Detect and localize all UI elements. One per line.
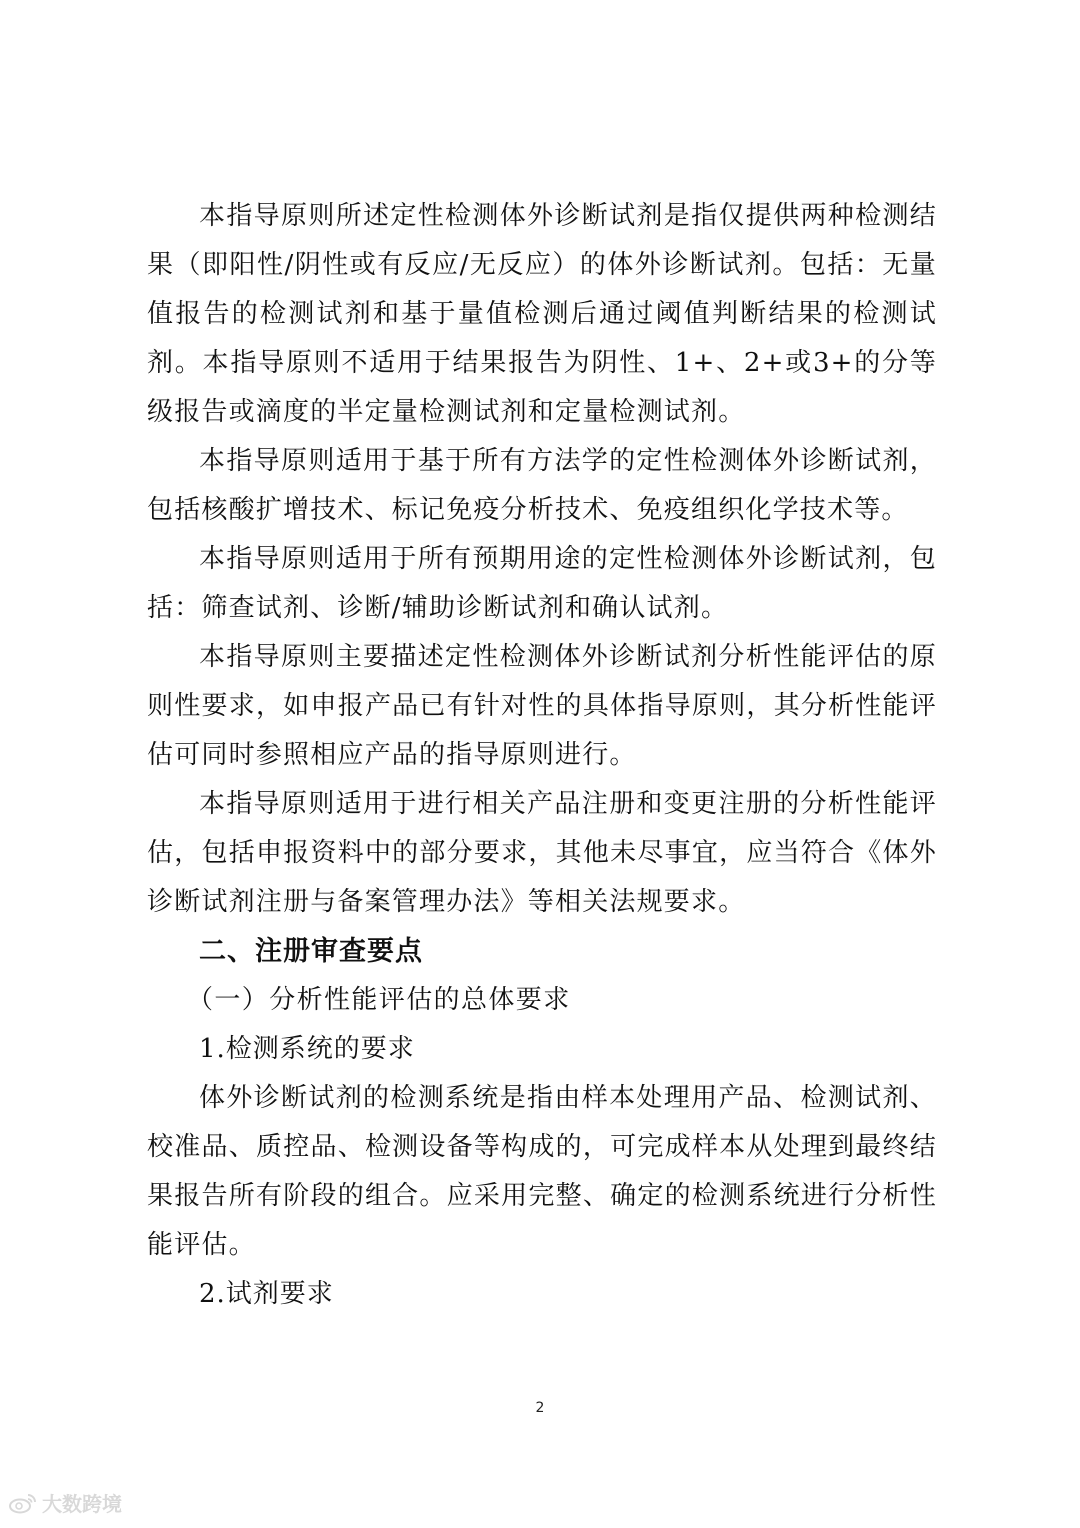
watermark	[8, 1488, 122, 1517]
paragraph-methodology-scope: 本指导原则适用于基于所有方法学的定性检测体外诊断试剂，包括核酸扩增技术、标记免疫分析技术、免疫组织化学技术等。	[147, 446, 937, 525]
paragraph-intended-use-scope: 本指导原则适用于所有预期用途的定性检测体外诊断试剂，包括：筛查试剂、诊断/辅助诊断试剂和确认试剂。	[147, 544, 937, 623]
watermark-text: 大数跨境	[42, 1492, 122, 1516]
section-heading: 二、注册审查要点	[199, 936, 423, 967]
paragraph-definition: 本指导原则所述定性检测体外诊断试剂是指仅提供两种检测结果（即阳性/阴性或有反应/无反应）的体外诊断试剂。包括：无量值报告的检测试剂和基于量值检测后通过阈值判断结果的检测试剂。本指导原则不适用于结果报告为阴性、1+、2+或3+的分等级报告或滴度的半定量检测试剂和定量检测试剂。	[147, 201, 937, 427]
paragraph-principles: 本指导原则主要描述定性检测体外诊断试剂分析性能评估的原则性要求，如申报产品已有针对性的具体指导原则，其分析性能评估可同时参照相应产品的指导原则进行。	[147, 642, 937, 770]
document-body	[147, 192, 937, 1319]
weibo-logo-icon	[8, 1492, 38, 1514]
paragraph-registration-scope: 本指导原则适用于进行相关产品注册和变更注册的分析性能评估，包括申报资料中的部分要求，其他未尽事宜，应当符合《体外诊断试剂注册与备案管理办法》等相关法规要求。	[147, 789, 937, 917]
subsection-heading: （一）分析性能评估的总体要求	[187, 985, 571, 1015]
item-1-title: 1.检测系统的要求	[199, 1034, 415, 1064]
item-2-title: 2.试剂要求	[199, 1279, 334, 1309]
page-number: 2	[535, 1400, 545, 1416]
item-1-paragraph: 体外诊断试剂的检测系统是指由样本处理用产品、检测试剂、校准品、质控品、检测设备等构成的，可完成样本从处理到最终结果报告所有阶段的组合。应采用完整、确定的检测系统进行分析性能评估。	[147, 1083, 937, 1260]
